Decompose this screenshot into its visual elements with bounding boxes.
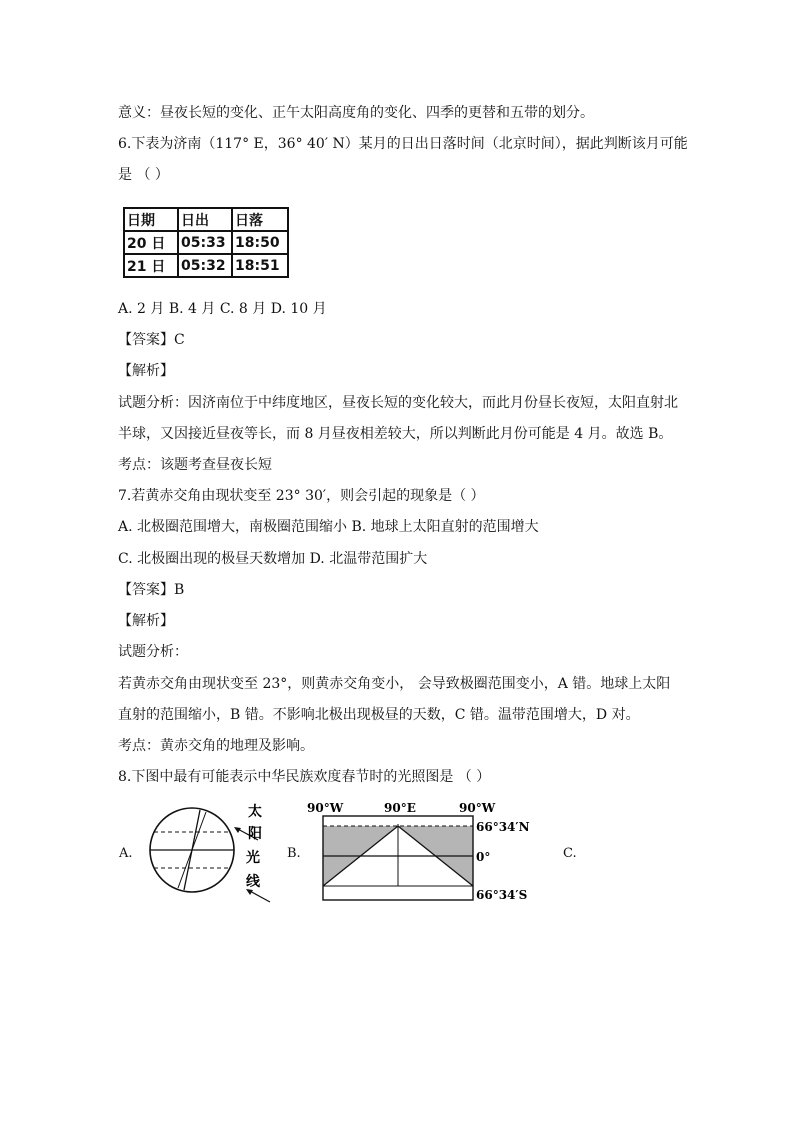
table-cell: 21 日 <box>124 254 178 277</box>
latitude-label: 66°34′N <box>476 820 530 834</box>
question-7-options-line2: C. 北极圈出现的极昼天数增加 D. 北温带范围扩大 <box>118 551 428 567</box>
table-cell: 18:51 <box>232 254 288 277</box>
table-header-cell: 日落 <box>232 208 288 231</box>
table-cell: 05:32 <box>178 254 232 277</box>
question-7-stem: 7.若黄赤交角由现状变至 23° 30′，则会引起的现象是（ ） <box>118 488 485 504</box>
question-6-kaodian: 考点：该题考查昼夜长短 <box>118 457 272 473</box>
question-7-analysis-line2: 直射的范围缩小，B 错。不影响北极出现极昼的天数，C 错。温带范围增大，D 对。 <box>118 707 640 723</box>
question-6-answer: 【答案】C <box>118 332 185 348</box>
sun-ray-label-char: 阳 <box>248 826 262 842</box>
intro-line: 意义：昼夜长短的变化、正午太阳高度角的变化、四季的更替和五带的划分。 <box>118 105 594 121</box>
sunrise-sunset-table <box>123 207 289 278</box>
sun-ray-label-char: 太 <box>248 804 262 820</box>
table-row <box>124 254 288 277</box>
table-header-cell: 日期 <box>124 208 178 231</box>
question-6-analysis-line2: 半球，又因接近昼夜等长，而 8 月昼夜相差较大，所以判断此月份可能是 4 月。故选 B。 <box>118 426 673 442</box>
question-7-kaodian: 考点：黄赤交角的地理及影响。 <box>118 738 314 754</box>
question-7-options-line1: A. 北极圈范围增大，南极圈范围缩小 B. 地球上太阳直射的范围增大 <box>118 519 539 535</box>
table-cell: 05:33 <box>178 231 232 254</box>
table-header-cell: 日出 <box>178 208 232 231</box>
option-c-label: C. <box>563 846 577 861</box>
longitude-label: 90°W <box>459 801 496 815</box>
question-6-stem-line1: 6.下表为济南（117° E，36° 40′ N）某月的日出日落时间（北京时间），据此判断该月可能 <box>118 136 688 152</box>
option-b-label: B. <box>287 846 301 861</box>
table-header-row <box>124 208 288 231</box>
question-6-analysis-label: 【解析】 <box>118 363 174 379</box>
figure-a-earth-illumination <box>140 798 275 910</box>
latitude-label: 0° <box>476 850 491 864</box>
latitude-label: 66°34′S <box>476 888 528 902</box>
option-a-label: A. <box>119 846 133 861</box>
question-7-analysis-line1: 若黄赤交角由现状变至 23°，则黄赤交角变小， 会导致极圈范围变小，A 错。地球上太阳 <box>118 676 671 692</box>
question-8-stem: 8.下图中最有可能表示中华民族欢度春节时的光照图是 （ ） <box>118 769 491 785</box>
question-7-analysis-head: 试题分析： <box>118 644 188 660</box>
table-row <box>124 231 288 254</box>
figure-b-daylight-map <box>300 800 550 906</box>
question-7-answer: 【答案】B <box>118 582 185 598</box>
sun-ray-label-char: 线 <box>246 874 260 890</box>
question-7-analysis-label: 【解析】 <box>118 613 174 629</box>
question-6-analysis-line1: 试题分析：因济南位于中纬度地区，昼夜长短的变化较大，而此月份昼长夜短，太阳直射北 <box>118 395 678 411</box>
longitude-label: 90°E <box>384 801 416 815</box>
table-cell: 18:50 <box>232 231 288 254</box>
question-6-stem-line2: 是 （ ） <box>118 167 169 183</box>
sun-ray-label-char: 光 <box>246 850 260 866</box>
question-6-options: A. 2 月 B. 4 月 C. 8 月 D. 10 月 <box>118 301 327 317</box>
table-cell: 20 日 <box>124 231 178 254</box>
longitude-label: 90°W <box>307 801 344 815</box>
